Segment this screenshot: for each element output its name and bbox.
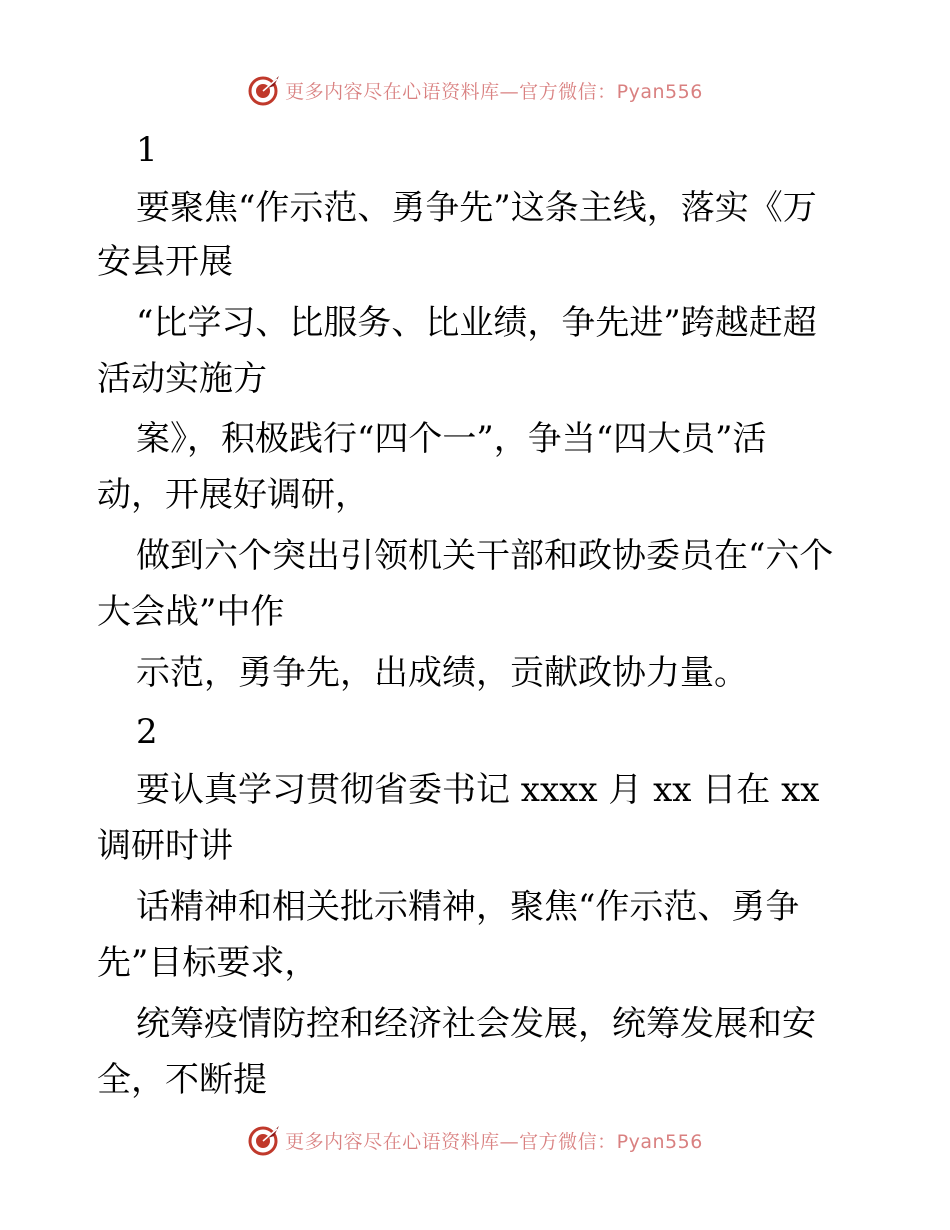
paragraph-line: 示范，勇争先，出成绩，贡献政协力量。	[136, 653, 748, 693]
paragraph-line: 案》，积极践行“四个一”，争当“四大员”活	[136, 419, 767, 459]
paragraph-line: 统筹疫情防控和经济社会发展，统筹发展和安	[136, 1004, 816, 1044]
quill-logo-icon	[247, 73, 281, 107]
quill-logo-icon	[247, 1123, 281, 1157]
paragraph-line: 1	[136, 130, 158, 170]
paragraph-line: 安县开展	[97, 242, 233, 282]
paragraph-line: 全，不断提	[97, 1060, 267, 1100]
paragraph-line: 先”目标要求，	[97, 943, 319, 983]
watermark-text: 更多内容尽在心语资料库—官方微信：Pyan556	[285, 1130, 703, 1153]
paragraph-line: 要认真学习贯彻省委书记 xxxx 月 xx 日在 xx	[136, 770, 820, 810]
paragraph-line: 2	[136, 712, 158, 752]
watermark-header	[0, 70, 950, 110]
paragraph-line: 要聚焦“作示范、勇争先”这条主线，落实《万	[136, 188, 817, 228]
paragraph-line: 动，开展好调研，	[97, 475, 369, 515]
paragraph-line: 活动实施方	[97, 359, 267, 399]
watermark-text: 更多内容尽在心语资料库—官方微信：Pyan556	[285, 80, 703, 103]
paragraph-line: “比学习、比服务、比业绩，争先进”跨越赶超	[136, 303, 817, 343]
paragraph-line: 大会战”中作	[97, 592, 285, 632]
paragraph-line: 调研时讲	[97, 826, 233, 866]
watermark-footer	[0, 1120, 950, 1160]
paragraph-line: 做到六个突出引领机关干部和政协委员在“六个	[136, 536, 834, 576]
paragraph-line: 话精神和相关批示精神，聚焦“作示范、勇争	[136, 887, 800, 927]
